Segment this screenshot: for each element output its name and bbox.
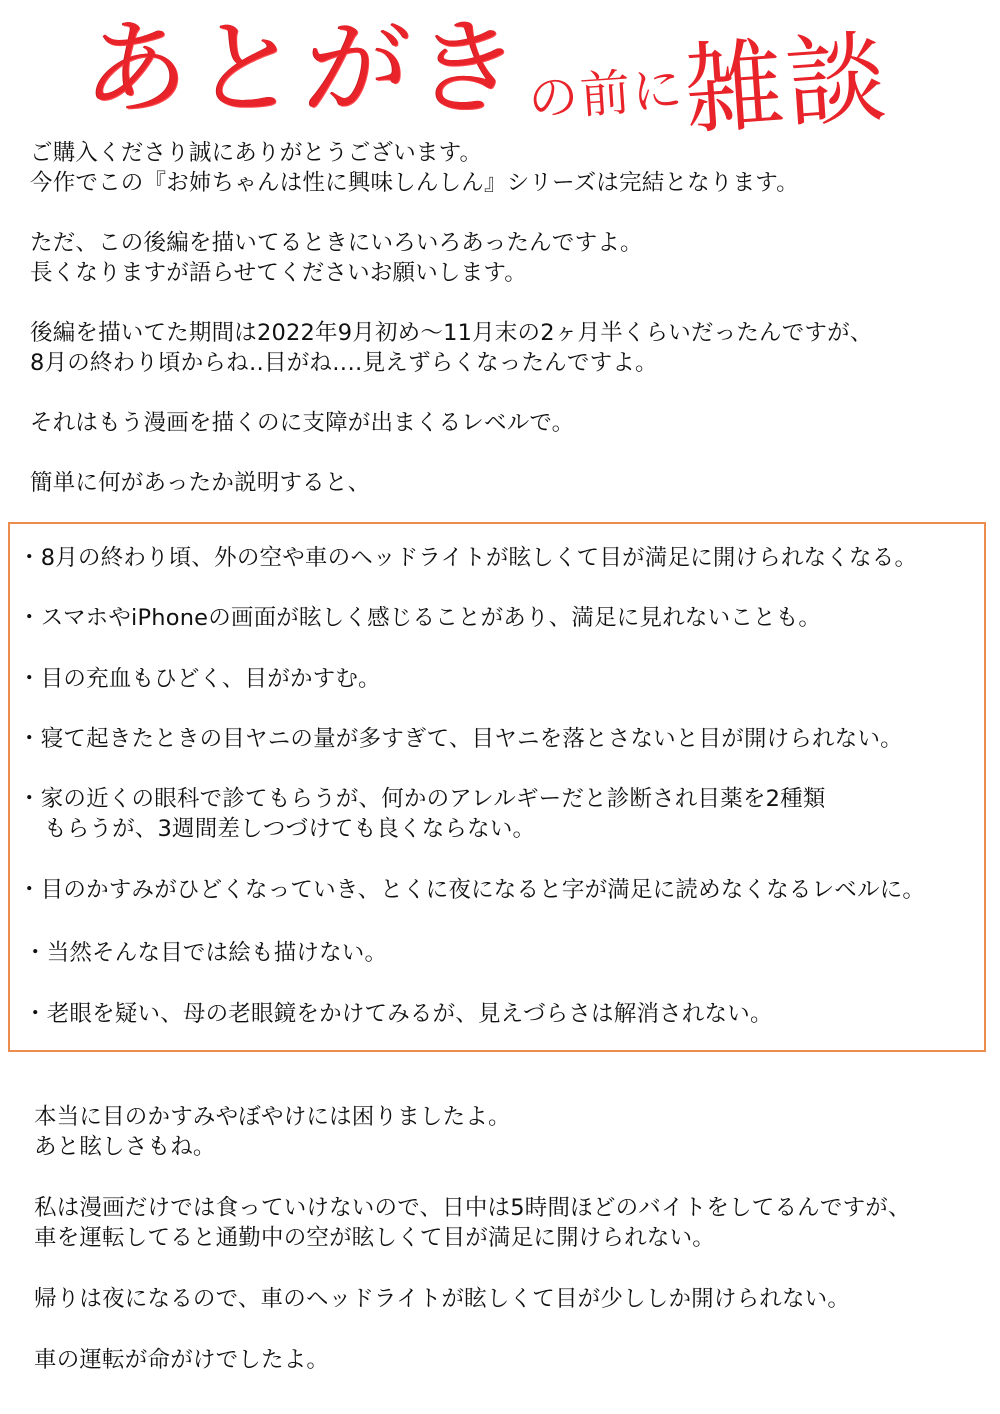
intro-line-6: 8月の終わり頃からね‥目がね‥‥見えずらくなったんですよ。 [30,350,658,376]
intro-line-4: 長くなりますが語らせてくださいお願いします。 [30,260,527,286]
outro-line-4: 車を運転してると通勤中の空が眩しくて目が満足に開けられない。 [34,1225,716,1251]
outro-line-5: 帰りは夜になるので、車のヘッドライトが眩しくて目が少ししか開けられない。 [34,1286,851,1312]
intro-line-1: ご購入くださり誠にありがとうございます。 [30,140,483,166]
symptom-item-1: ・8月の終わり頃、外の空や車のヘッドライトが眩しくて目が満足に開けられなくなる。 [18,545,918,571]
symptom-item-4: ・寝て起きたときの目ヤニの量が多すぎて、目ヤニを落とさないと目が開けられない。 [18,726,903,752]
outro-line-1: 本当に目のかすみやぼやけには困りましたよ。 [34,1104,511,1130]
heading-sub-text [526,18,892,150]
intro-line-3: ただ、この後編を描いてるときにいろいろあったんですよ。 [30,230,643,256]
intro-line-7: それはもう漫画を描くのに支障が出まくるレベルで。 [30,410,575,436]
symptom-item-8: ・老眼を疑い、母の老眼鏡をかけてみるが、見えづらさは解消されない。 [24,1001,773,1027]
heading-sub-small: の前に [526,59,686,129]
symptom-item-7: ・当然そんな目では絵も描けない。 [24,940,388,966]
page-heading [0,0,1000,150]
intro-line-8: 簡単に何があったか説明すると、 [30,470,371,496]
heading-main-text: あとがき [80,7,530,129]
heading-sub-big: 雑談 [680,18,892,150]
symptom-item-3: ・目の充血もひどく、目がかすむ。 [18,666,381,692]
symptom-item-2: ・スマホやiPhoneの画面が眩しく感じることがあり、満足に見れないことも。 [18,605,822,631]
symptom-item-5-continued: もらうが、3週間差しつづけても良くならない。 [44,816,536,842]
symptom-item-6: ・目のかすみがひどくなっていき、とくに夜になると字が満足に読めなくなるレベルに。 [18,877,926,903]
outro-line-2: あと眩しさもね。 [34,1134,216,1160]
outro-line-6: 車の運転が命がけでしたよ。 [34,1347,330,1373]
intro-line-5: 後編を描いてた期間は2022年9月初め〜11月末の2ヶ月半くらいだったんですが、 [30,320,873,346]
outro-line-3: 私は漫画だけでは食っていけないので、日中は5時間ほどのバイトをしてるんですが、 [34,1195,911,1221]
symptom-item-5: ・家の近くの眼科で診てもらうが、何かのアレルギーだと診断され目薬を2種類 [18,786,826,812]
intro-line-2: 今作でこの『お姉ちゃんは性に興味しんしん』シリーズは完結となります。 [30,170,799,196]
